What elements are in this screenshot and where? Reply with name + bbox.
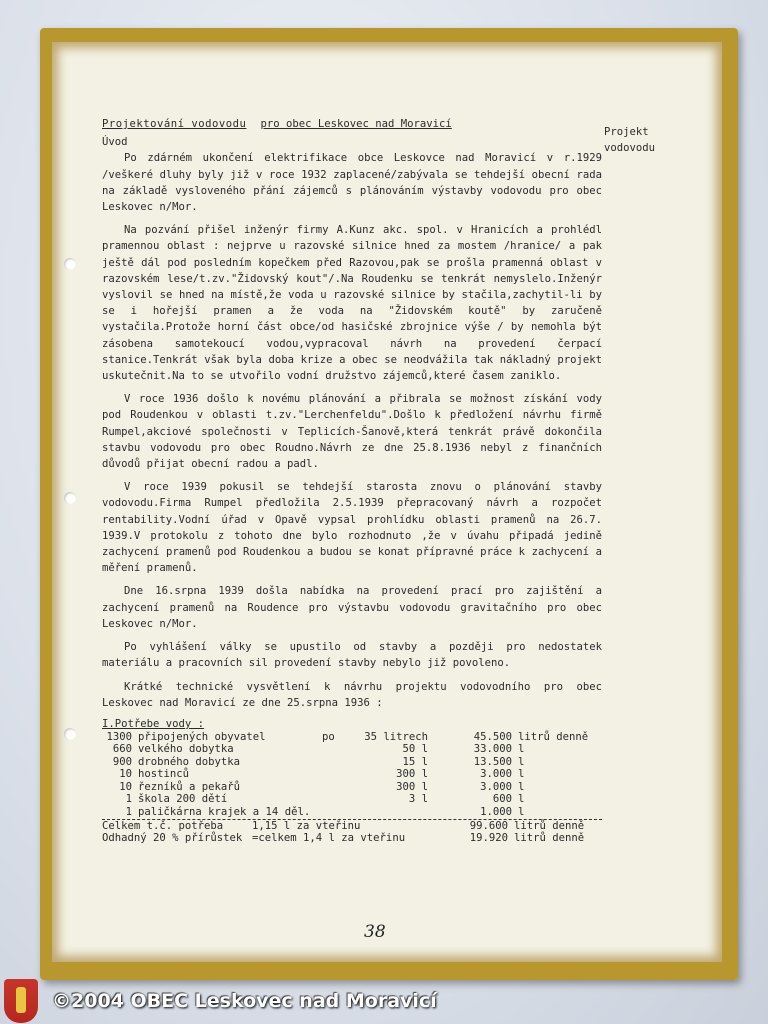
page-number: 38 <box>364 922 386 942</box>
margin-note <box>604 124 674 156</box>
paragraph: Po vyhlášení války se upustilo od stavby a později pro nedostatek materiálu a pracovních sil provedení stavby nebylo již povoleno. <box>102 641 602 670</box>
cell-po <box>322 781 362 794</box>
cell-unit: l <box>518 806 525 819</box>
cell-label: Celkem t.č. potřeba <box>102 819 224 832</box>
punch-hole <box>64 258 76 270</box>
section-heading: Úvod <box>102 136 128 149</box>
cell-total: 600 <box>492 793 512 806</box>
punch-hole <box>64 728 76 740</box>
cell-total: 3.000 <box>480 768 512 781</box>
water-demand-table <box>102 718 602 845</box>
cell-total: 3.000 <box>480 780 512 793</box>
cell-per-second: 1,15 l za vteřinu <box>252 819 361 832</box>
coat-of-arms-icon <box>4 979 38 1023</box>
cell-rate: 15 l <box>402 755 428 768</box>
cell-unit: l <box>518 743 525 756</box>
cell-rate: 50 l <box>402 743 428 756</box>
paragraph: Po zdárném ukončení elektrifikace obce Leskovce nad Moravicí v r.1929 /veškeré dluhy byly již v roce 1932 zaplacené/zabývala se tehdejší obecní rada na základě vysloveného přání zájemců s plánováním výstavby vodovodu pro obec Leskovec n/Mor. <box>102 152 602 214</box>
cell-unit: l <box>518 793 525 806</box>
table-row <box>102 731 602 744</box>
cell-item: velkého dobytka <box>138 743 234 756</box>
cell-item: paličkárna krajek a 14 děl. <box>138 806 311 819</box>
cell-count: 10 <box>119 780 132 793</box>
total-row <box>102 819 602 833</box>
cell-po <box>322 743 362 756</box>
document-body <box>102 116 602 845</box>
paragraph: V roce 1939 pokusil se tehdejší starosta znovu o plánování stavby vodovodu.Firma Rumpel předložila 2.5.1939 přepracovaný návrh a rozpočet rentability.Vodní úřad v Opavě vypsal prohlídku oblasti pramenů na 26.7. 1939.V protokolu z tohoto dne bylo rozhodnuto ,že v úvahu připadá jedině zachycení pramenů pod Roudenkou a budou se konat přípravné práce k zachycení a měření pramenů. <box>102 481 602 575</box>
cell-unit: litrů denně <box>514 819 585 832</box>
cell-unit: l <box>518 768 525 781</box>
total-row <box>102 832 602 845</box>
cell-total: 99.600 <box>469 819 508 832</box>
cell-item: připojených obyvatel <box>138 730 266 743</box>
title-line <box>102 116 602 132</box>
cell-rate: 300 l <box>396 768 428 781</box>
cell-rate <box>362 806 434 819</box>
cell-total: 1.000 <box>480 806 512 819</box>
table-rows <box>102 731 602 845</box>
margin-note-line: Projekt <box>604 126 649 138</box>
cell-label: Odhadný 20 % přírůstek <box>102 832 243 845</box>
cell-item: hostinců <box>138 768 190 781</box>
table-row <box>102 756 602 769</box>
copyright-text: ©2004 OBEC Leskovec nad Moravicí <box>52 990 437 1012</box>
cell-total: 19.920 <box>469 832 508 845</box>
paragraph: V roce 1936 došlo k novému plánování a přibrala se možnost získání vody pod Roudenkou v oblasti t.zv."Lerchenfeldu".Došlo k předložení návrhu firmě Rumpel,akciové společnosti v Teplicích-Šanově,která tenkrát právě dokončila stavbu vodovodu pro obec Roudno.Návrh ze dne 25.8.1936 nebyl z finančních důvodů přijat obecní radou a padl. <box>102 393 602 471</box>
table-row <box>102 781 602 794</box>
cell-count: 1 <box>125 793 132 806</box>
cell-po <box>322 756 362 769</box>
table-row <box>102 768 602 781</box>
cell-rate: 35 litrech <box>364 730 428 743</box>
cell-count: 1300 <box>106 730 132 743</box>
cell-count: 10 <box>119 768 132 781</box>
cell-count: 900 <box>112 755 132 768</box>
cell-count: 1 <box>125 806 132 819</box>
cell-po: po <box>322 730 335 743</box>
cell-total: 45.500 <box>473 730 512 743</box>
table-row <box>102 793 602 806</box>
document-subtitle: pro obec Leskovec nad Moravicí <box>260 118 452 130</box>
cell-count: 660 <box>112 743 132 756</box>
cell-item: drobného dobytka <box>138 755 241 768</box>
cell-unit: litrů denně <box>514 832 585 845</box>
cell-po <box>322 793 362 806</box>
cell-item: škola 200 dětí <box>138 793 228 806</box>
table-row <box>102 806 602 819</box>
paragraph: Dne 16.srpna 1939 došla nabídka na provedení prací pro zajištění a zachycení pramenů na Roudence pro výstavbu vodovodu gravitačního pro obec Leskovec n/Mor. <box>102 585 602 630</box>
cell-total: 13.500 <box>473 755 512 768</box>
margin-note-line: vodovodu <box>604 142 656 154</box>
cell-unit: litrů denně <box>518 730 589 743</box>
cell-item: řezníků a pekařů <box>138 780 241 793</box>
cell-po <box>322 768 362 781</box>
cell-unit: l <box>518 780 525 793</box>
cell-rate: 3 l <box>408 793 428 806</box>
table-heading: I.Potřebe vody : <box>102 717 205 730</box>
punch-hole <box>64 492 76 504</box>
footer <box>0 978 768 1024</box>
paragraph: Krátké technické vysvětlení k návrhu projektu vodovodního pro obec Leskovec nad Moravicí ze dne 25.srpna 1936 : <box>102 680 602 709</box>
cell-unit: l <box>518 755 525 768</box>
paragraph: Na pozvání přišel inženýr firmy A.Kunz akc. spol. v Hranicích a prohlédl pramennou oblast : nejprve u razovské silnice hned za mostem /hranice/ a pak ještě dál pod posledním kopečkem před Razovou,pak se prošla pramenná oblast v razovském lese/t.zv."Židovský kout"/.Na Roudenku se tenkrát nemyslelo.Inženýr vyslovil se hned na místě,že voda u razovské silnice by stačila,zachytil-li by se i hořejší pramen a že voda na "Židovském koutě" by zaručeně vystačila.Protože horní část obce/od hasičské zbrojnice výše / by nemohla být zásobena samotekoucí vodou,vypracoval návrh na provedení čerpací stanice.Tenkrát však byla doba krize a obec se neodvážila tak nákladný projekt uskutečnit.Na to se utvořilo vodní družstvo zájemců,které časem zaniklo. <box>102 224 602 383</box>
cell-po <box>322 806 362 819</box>
cell-total: 33.000 <box>473 743 512 756</box>
cell-per-second: =celkem 1,4 l za vteřinu <box>252 832 406 845</box>
cell-rate: 300 l <box>396 780 428 793</box>
table-row <box>102 743 602 756</box>
document-title: Projektování vodovodu <box>102 118 247 130</box>
